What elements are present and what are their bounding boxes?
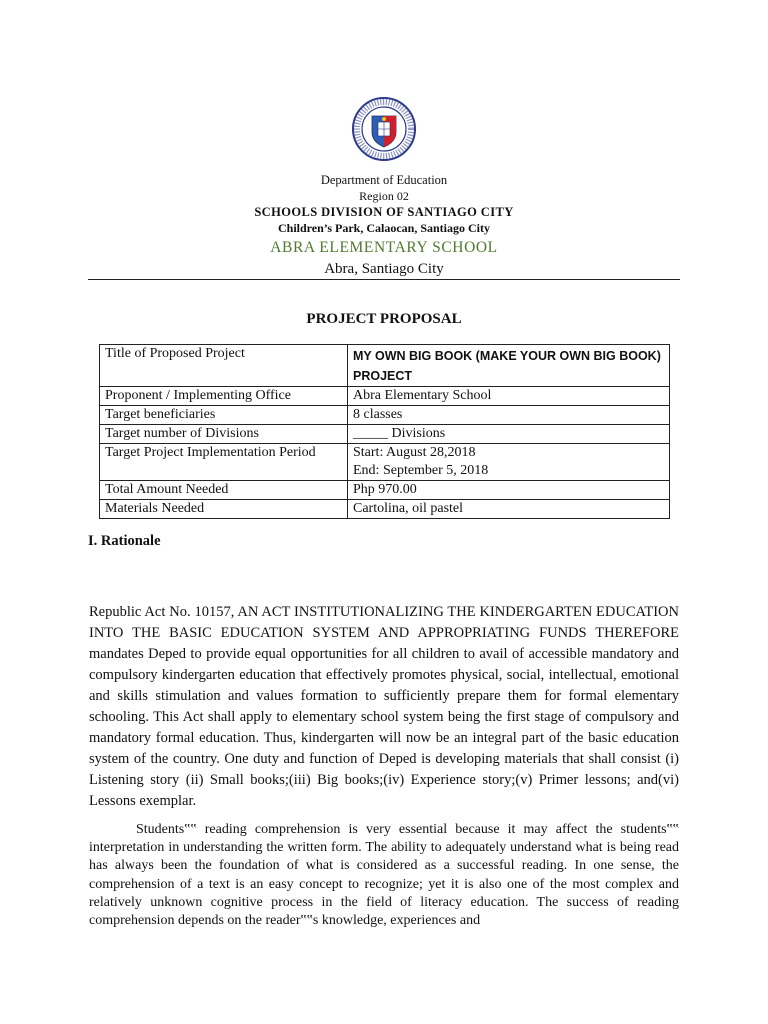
row-value: _____ Divisions <box>348 425 670 444</box>
department-name: Department of Education <box>320 173 448 187</box>
row-label: Total Amount Needed <box>100 481 348 500</box>
period-start: Start: August 28,2018 <box>353 445 476 460</box>
row-label: Target beneficiaries <box>100 406 348 425</box>
row-label: Target number of Divisions <box>100 425 348 444</box>
table-row <box>100 387 670 406</box>
row-value <box>348 444 670 481</box>
division-address: Children’s Park, Calaocan, Santiago City <box>277 221 490 235</box>
deped-seal-icon <box>351 96 417 162</box>
school-name: ABRA ELEMENTARY SCHOOL <box>270 239 498 256</box>
row-label: Target Project Implementation Period <box>100 444 348 481</box>
row-value: 8 classes <box>348 406 670 425</box>
row-label: Materials Needed <box>100 500 348 519</box>
row-value: Cartolina, oil pastel <box>348 500 670 519</box>
letterhead <box>0 172 768 279</box>
period-end: End: September 5, 2018 <box>353 463 489 478</box>
header-divider <box>88 279 680 280</box>
rationale-paragraph: Republic Act No. 10157, AN ACT INSTITUTIONALIZING THE KINDERGARTEN EDUCATION INTO THE BASIC EDUCATION SYSTEM AND APPROPRIATING FUNDS THEREFORE mandates Deped to provide equal opportunities for all children to avail of accessible mandatory and compulsory kindergarten education that effectively promotes physical, social, intellectual, emotional and skills stimulation and values formation to sufficiently prepare them for formal elementary schooling. This Act shall apply to elementary school system being the first stage of compulsory and mandatory formal education. Thus, kindergarten will now be an integral part of the basic education system of the country. One duty and function of Deped is developing materials that shall consist (i) Listening story (ii) Small books;(iii) Big books;(iv) Experience story;(v) Primer lessons; and(vi) Lessons exemplar. <box>89 604 679 809</box>
project-info-table <box>99 344 670 519</box>
table-row <box>100 500 670 519</box>
row-value: MY OWN BIG BOOK (MAKE YOUR OWN BIG BOOK) PROJECT <box>348 345 670 387</box>
row-value: Php 970.00 <box>348 481 670 500</box>
table-row <box>100 425 670 444</box>
table-row <box>100 406 670 425</box>
section-heading-rationale: I. Rationale <box>88 533 161 549</box>
row-label: Title of Proposed Project <box>100 345 348 387</box>
row-value: Abra Elementary School <box>348 387 670 406</box>
rationale-paragraph: Students‟‟ reading comprehension is very essential because it may affect the students‟‟ interpretation in understanding the written form. The ability to adequately understand what is being read has always been the foundation of what is considered as a successful reading. In one sense, the comprehension of a text is an easy concept to recognize; yet it is also one of the most complex and relatively unknown cognitive process in the field of literacy education. The success of reading comprehension depends on the reader‟‟s knowledge, experiences and <box>89 822 679 929</box>
table-row <box>100 481 670 500</box>
division-name: SCHOOLS DIVISION OF SANTIAGO CITY <box>254 205 514 219</box>
table-row <box>100 444 670 481</box>
school-address: Abra, Santiago City <box>324 261 444 277</box>
region-name: Region 02 <box>359 189 409 203</box>
row-label: Proponent / Implementing Office <box>100 387 348 406</box>
document-title: PROJECT PROPOSAL <box>306 311 462 327</box>
table-row <box>100 345 670 387</box>
